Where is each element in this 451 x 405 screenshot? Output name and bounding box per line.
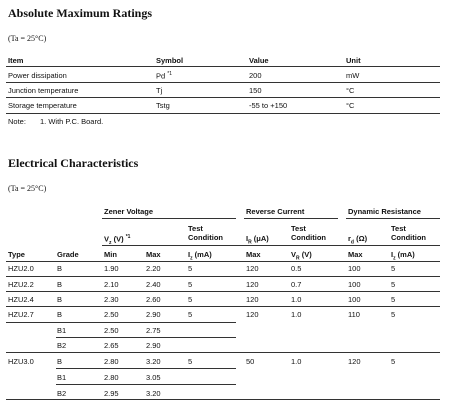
row-rule [6,352,440,353]
abs-row1-symbol-note: *1 [167,71,173,77]
cell-min: 1.90 [104,264,119,273]
colhdr-vr: $V_R$ (V) [291,250,312,262]
cell-min: 2.80 [104,357,119,366]
cell-type: HZU2.2 [8,280,34,289]
row-rule [6,291,440,292]
cell-iz: 5 [188,295,193,304]
cell-min: 2.50 [104,310,119,319]
row-rule [56,384,236,385]
cell-rd: 100 [348,264,361,273]
group-zener-voltage: Zener Voltage [104,207,154,216]
cell-grade: B1 [57,326,67,335]
cell-iz2: 5 [391,280,396,289]
abs-row1-value: 200 [249,71,262,80]
cell-iz2: 5 [391,264,396,273]
subhdr-rd: $r_d$ (Ω) [348,234,368,246]
cell-ir: 120 [246,264,259,273]
colhdr-max: Max [146,250,161,259]
cell-grade: B2 [57,389,67,398]
cell-min: 2.10 [104,280,119,289]
cell-type: HZU2.0 [8,264,34,273]
cell-min: 2.50 [104,326,119,335]
abs-max-condition: (Ta = 25°C) [8,34,47,43]
abs-row1-unit: mW [346,71,360,80]
abs-bottom-rule [6,113,440,114]
abs-hdr-unit: Unit [346,56,361,65]
cell-type: HZU2.4 [8,295,34,304]
abs-note-label: Note: [8,117,26,126]
cell-max: 3.20 [146,389,161,398]
abs-row3-value: -55 to +150 [249,101,288,110]
abs-row3-unit: °C [346,101,355,110]
cell-grade: B [57,264,63,273]
cell-iz: 5 [188,310,193,319]
cell-iz: 5 [188,357,193,366]
colhdr-iz: $I_z$ (mA) [188,250,212,262]
colhdr-grade: Grade [57,250,79,259]
cell-vr: 0.5 [291,264,302,273]
cell-max: 2.60 [146,295,161,304]
abs-row2-symbol: Tj [156,86,163,95]
elec-condition: (Ta = 25°C) [8,184,47,193]
row-rule [6,306,440,307]
cell-ir: 120 [246,310,259,319]
colhdr-type: Type [8,250,25,259]
abs-note-text: 1. With P.C. Board. [40,117,104,126]
cell-ir: 120 [246,295,259,304]
row-rule [6,399,440,400]
cell-iz2: 5 [391,310,396,319]
cell-vr: 1.0 [291,357,302,366]
colhdr-min: Min [104,250,117,259]
abs-max-title: Absolute Maximum Ratings [8,6,153,20]
cell-vr: 0.7 [291,280,302,289]
subhdr-vz: $V_z$ (V) $^{*1}$ [104,234,131,246]
subhdr-ir: $I_R$ (μA) [246,234,269,246]
elec-title: Electrical Characteristics [8,156,139,170]
abs-row2-value: 150 [249,86,262,95]
cell-min: 2.80 [104,373,119,382]
subhdr-test-condition-1: Test Condition [188,224,223,242]
cell-max: 2.40 [146,280,161,289]
abs-row1-symbol: Pd $^{*1}$ [156,71,173,81]
cell-max: 2.75 [146,326,161,335]
cell-type: HZU3.0 [8,357,34,366]
cell-ir: 50 [246,357,255,366]
cell-grade: B1 [57,373,67,382]
group-reverse-current: Reverse Current [246,207,305,216]
abs-row1-item: Power dissipation [8,71,67,80]
group-rule-zener [102,218,236,219]
cell-grade: B2 [57,341,67,350]
cell-grade: B [57,280,63,289]
cell-max: 3.05 [146,373,161,382]
abs-row3-item: Storage temperature [8,101,77,110]
cell-max: 2.90 [146,341,161,350]
group-rule-reverse [244,218,338,219]
abs-row-rule [6,97,440,98]
cell-iz: 5 [188,280,193,289]
cell-rd: 100 [348,295,361,304]
cell-vr: 1.0 [291,295,302,304]
cell-rd: 110 [348,310,360,319]
row-rule [56,368,236,369]
abs-header-rule [6,66,440,67]
row-rule [56,337,236,338]
cell-min: 2.30 [104,295,119,304]
row-rule [6,322,236,323]
cell-grade: B [57,310,63,319]
cell-min: 2.95 [104,389,119,398]
cell-grade: B [57,357,63,366]
cell-type: HZU2.7 [8,310,34,319]
abs-hdr-item: Item [8,56,24,65]
abs-hdr-symbol: Symbol [156,56,184,65]
subhdr-test-condition-3: Test Condition [391,224,426,242]
colhdr-ir-max: Max [246,250,261,259]
cell-grade: B [57,295,63,304]
cell-iz: 5 [188,264,193,273]
cell-max: 2.20 [146,264,161,273]
row-rule [6,276,440,277]
cell-max: 3.20 [146,357,161,366]
abs-row3-symbol: Tstg [156,101,170,110]
cell-min: 2.65 [104,341,119,350]
abs-row-rule [6,82,440,83]
abs-row2-unit: °C [346,86,355,95]
cell-ir: 120 [246,280,259,289]
cell-rd: 100 [348,280,361,289]
cell-max: 2.90 [146,310,161,319]
group-dynamic-resistance: Dynamic Resistance [348,207,421,216]
cell-iz2: 5 [391,357,396,366]
cell-rd: 120 [348,357,361,366]
subhdr-rule [102,245,440,246]
abs-row2-item: Junction temperature [8,86,79,95]
abs-hdr-value: Value [249,56,269,65]
cell-vr: 1.0 [291,310,302,319]
subhdr-test-condition-2: Test Condition [291,224,326,242]
cell-iz2: 5 [391,295,396,304]
colhdr-rule [6,261,440,262]
colhdr-iz2: $I_z$ (mA) [391,250,415,262]
group-rule-dynamic [346,218,440,219]
colhdr-rd-max: Max [348,250,363,259]
